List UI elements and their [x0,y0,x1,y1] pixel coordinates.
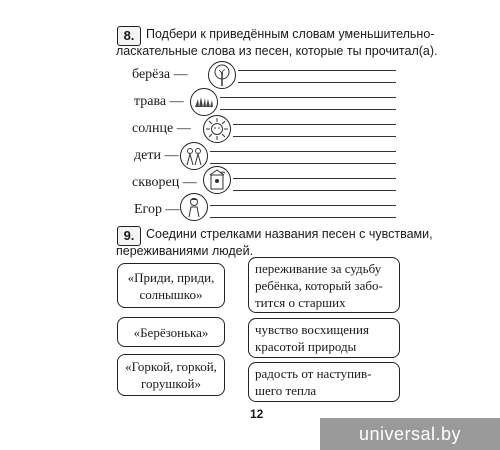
answer-line-2[interactable] [220,97,396,110]
song-1-line-1: «Приди, приди, [127,269,215,285]
task-9-instruction-line-1: Соедини стрелками названия песен с чувствами, [146,227,433,241]
answer-line-6[interactable] [210,205,396,218]
song-3-line-1: «Горкой, горкой, [125,359,217,374]
feeling-1-line-1: переживание за судьбу [255,260,382,276]
answer-line-4[interactable] [210,151,396,164]
feeling-2-line-2: красотой природы [255,339,357,354]
task-9-number: 9. [117,226,141,246]
word-trava: трава — [134,94,184,109]
task-9-instruction-line-2: переживаниями людей. [116,244,254,258]
task-8-instruction-line-1: Подбери к приведённым словам уменьшительно- [146,27,435,41]
boy-icon [180,193,208,221]
children-icon [180,142,208,170]
feeling-box-1[interactable] [248,257,400,313]
sun-icon [203,115,231,143]
word-egor: Егор — [134,202,180,217]
song-3-line-2: горушкой» [141,376,201,391]
feeling-1-line-2: ребёнка, который забо- [255,277,383,293]
task-8-instruction-line-2: ласкательные слова из песен, которые ты прочитал(а). [116,44,438,58]
task-9-instruction [116,226,433,260]
song-1-line-2: солнышко» [139,286,203,302]
page-number: 12 [250,407,264,421]
song-2-line-1: «Берёзонька» [133,324,209,340]
word-skvorets: скворец — [132,175,197,190]
song-box-1[interactable] [117,263,225,308]
answer-line-1[interactable] [238,70,396,83]
feeling-box-2[interactable] [248,318,400,358]
word-deti: дети — [134,148,179,163]
feeling-3-line-2: шего тепла [255,383,317,398]
feeling-2-line-1: чувство восхищения [255,322,369,337]
answer-line-5[interactable] [233,178,396,191]
answer-line-3[interactable] [233,124,396,137]
watermark: universal.by [320,418,500,450]
grass-icon [190,88,218,116]
task-8-instruction [116,26,438,60]
song-box-3[interactable] [117,354,225,396]
task-8-number: 8. [117,26,141,46]
feeling-3-line-1: радость от наступив- [255,366,372,381]
word-bereza: берёза — [132,67,188,82]
starling-icon [203,166,231,194]
word-solntse: солнце — [132,121,191,136]
birch-tree-icon [208,61,236,89]
feeling-box-3[interactable] [248,362,400,402]
feeling-1-line-3: тится о старших [255,294,346,310]
song-box-2[interactable] [117,317,225,347]
